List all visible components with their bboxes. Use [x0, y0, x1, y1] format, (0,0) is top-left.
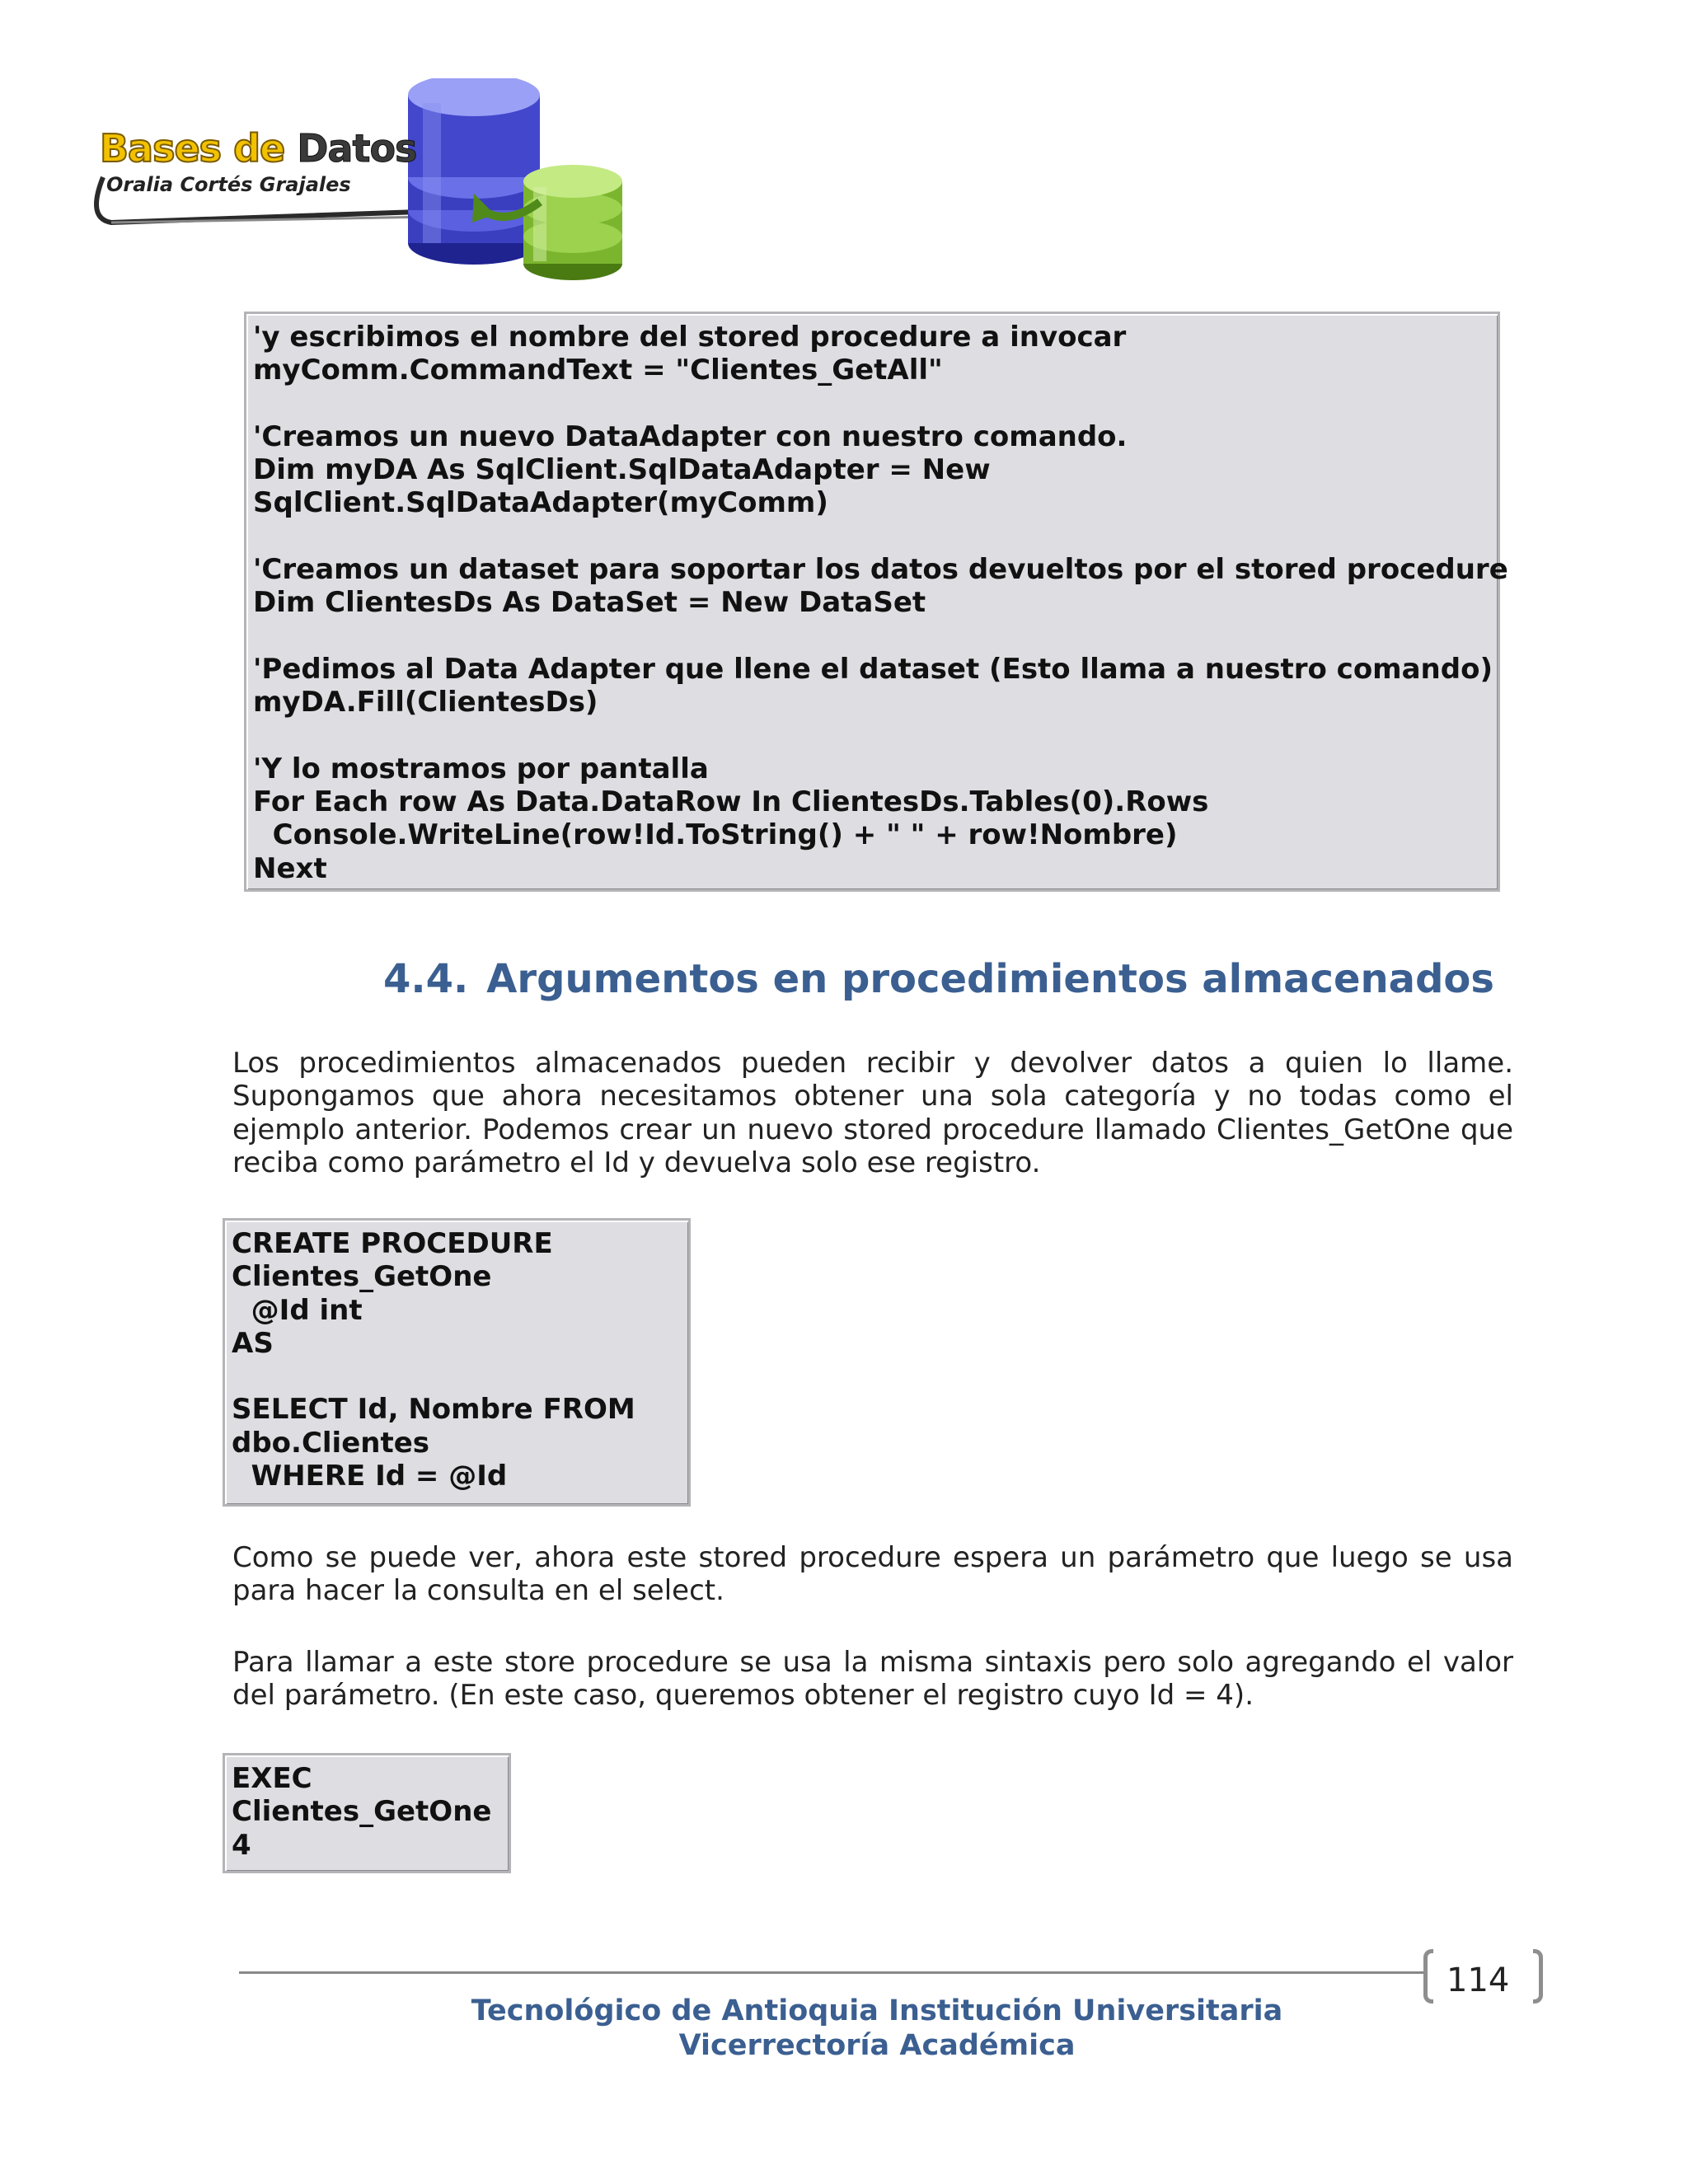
logo-title-word-3: Datos [297, 126, 417, 171]
code-line: 'Creamos un dataset para soportar los datos devueltos por el stored procedure [253, 553, 1508, 587]
code-line: Clientes_GetOne [232, 1795, 492, 1829]
code-line: myDA.Fill(ClientesDs) [253, 686, 598, 719]
code-line: myComm.CommandText = "Clientes_GetAll" [253, 354, 943, 387]
footer-institution: Tecnológico de Antioquia Institución Universitaria [471, 1994, 1283, 2027]
footer-divider [239, 1971, 1426, 1974]
code-line: 'Creamos un nuevo DataAdapter con nuestro comando. [253, 419, 1128, 453]
code-line: Clientes_GetOne [232, 1260, 492, 1294]
header-logo [78, 78, 672, 293]
logo-title-word-2: de [233, 126, 285, 171]
code-line [232, 1360, 688, 1393]
logo-author: Oralia Cortés Grajales [106, 173, 351, 196]
code-line [253, 620, 1498, 653]
code-line: 'Y lo mostramos por pantalla [253, 752, 709, 785]
code-line: AS [232, 1326, 274, 1360]
code-line: @Id int [232, 1293, 363, 1327]
paragraph-explanation: Como se puede ver, ahora este stored procedure espera un parámetro que luego se usa para hacer la consulta en el select. [232, 1541, 1513, 1608]
code-line [253, 387, 1498, 420]
code-line: WHERE Id = @Id [232, 1460, 508, 1493]
paragraph-call-instructions: Para llamar a este store procedure se usa la misma sintaxis pero solo agregando el valor del parámetro. (En este caso, queremos obtener el registro cuyo Id = 4). [232, 1646, 1513, 1713]
code-line: 4 [232, 1828, 251, 1862]
code-line: SELECT Id, Nombre FROM [232, 1393, 635, 1427]
database-icon-green [523, 165, 622, 280]
code-line: 'y escribimos el nombre del stored procedure a invocar [253, 321, 1127, 354]
code-block-exec [223, 1753, 511, 1873]
section-heading [0, 956, 1688, 1002]
database-icon-blue [408, 78, 540, 265]
footer-department: Vicerrectoría Académica [678, 2029, 1076, 2062]
code-line [253, 520, 1498, 553]
code-block-create-procedure [223, 1218, 691, 1507]
code-block-datadapter [244, 312, 1508, 892]
code-line: 'Pedimos al Data Adapter que llene el dataset (Esto llama a nuestro comando) [253, 652, 1493, 686]
code-line: EXEC [232, 1762, 312, 1795]
page-number: 114 [1447, 1961, 1510, 1999]
code-line: For Each row As Data.DataRow In ClientesDs.Tables(0).Rows [253, 785, 1209, 819]
code-line: dbo.Clientes [232, 1426, 430, 1460]
section-title: Argumentos en procedimientos almacenados [486, 956, 1494, 1002]
logo-title-word-1: Bases [100, 126, 222, 171]
code-line: SqlClient.SqlDataAdapter(myComm) [253, 486, 828, 520]
section-number: 4.4. [383, 956, 469, 1002]
code-line: Console.WriteLine(row!Id.ToString() + " " + row!Nombre) [253, 818, 1178, 852]
logo-title [100, 126, 416, 171]
paragraph-intro: Los procedimientos almacenados pueden recibir y devolver datos a quien lo llame. Supongamos que ahora necesitamos obtener una sola categoría y no todas como el ejemplo anterior. Podemos crear un nuevo stored procedure llamado Clientes_GetOne que reciba como parámetro el Id y devuelva solo ese registro. [232, 1047, 1513, 1179]
code-line: Dim myDA As SqlClient.SqlDataAdapter = New [253, 453, 991, 487]
code-line: Dim ClientesDs As DataSet = New DataSet [253, 586, 926, 620]
code-line: CREATE PROCEDURE [232, 1227, 553, 1260]
code-line [253, 719, 1498, 752]
code-line: Next [253, 851, 327, 885]
